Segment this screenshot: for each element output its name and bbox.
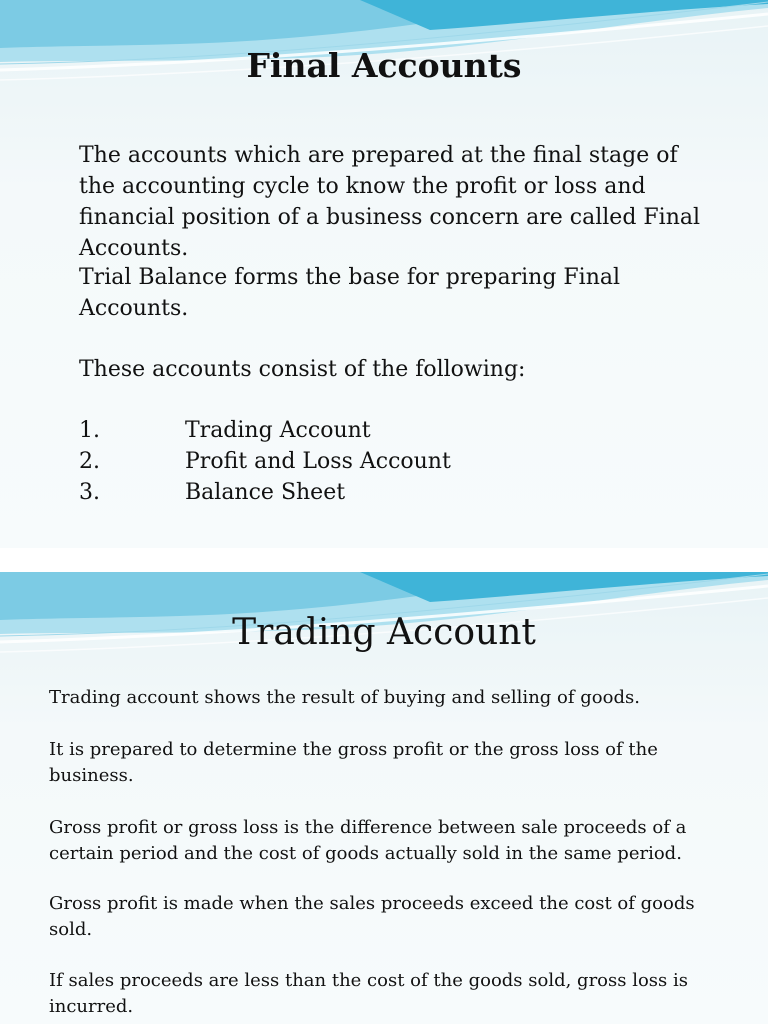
trading-paragraph-2: It is prepared to determine the gross profit or the gross loss of the business. [49,739,658,786]
slide-title: Final Accounts [246,46,522,85]
list-label: Trading Account [185,418,371,443]
list-label: Balance Sheet [185,480,346,505]
slide-separator [0,548,768,572]
trading-paragraph-3: Gross profit or gross loss is the difference between sale proceeds of a certain period and the cost of goods actually sold in the same period. [49,817,687,864]
trading-paragraph-5: If sales proceeds are less than the cost of the goods sold, gross loss is incurred. [49,970,688,1017]
trading-paragraph-1: Trading account shows the result of buying and selling of goods. [49,687,640,708]
trial-balance-paragraph: Trial Balance forms the base for preparing Final Accounts. [79,265,621,321]
list-item [79,415,451,446]
trading-paragraph-4: Gross profit is made when the sales proceeds exceed the cost of goods sold. [49,893,695,940]
list-item [79,446,451,477]
slide-trading-account [0,572,768,1024]
list-intro-paragraph: These accounts consist of the following: [79,357,526,382]
slide-title: Trading Account [232,612,536,653]
definition-paragraph: The accounts which are prepared at the final stage of the accounting cycle to know the profit or loss and financial position of a business concern are called Final Accounts. [79,143,701,261]
accounts-list [79,415,451,508]
list-number: 2. [79,449,100,474]
list-number: 3. [79,480,100,505]
list-item [79,477,451,508]
list-label: Profit and Loss Account [185,449,451,474]
list-number: 1. [79,418,100,443]
